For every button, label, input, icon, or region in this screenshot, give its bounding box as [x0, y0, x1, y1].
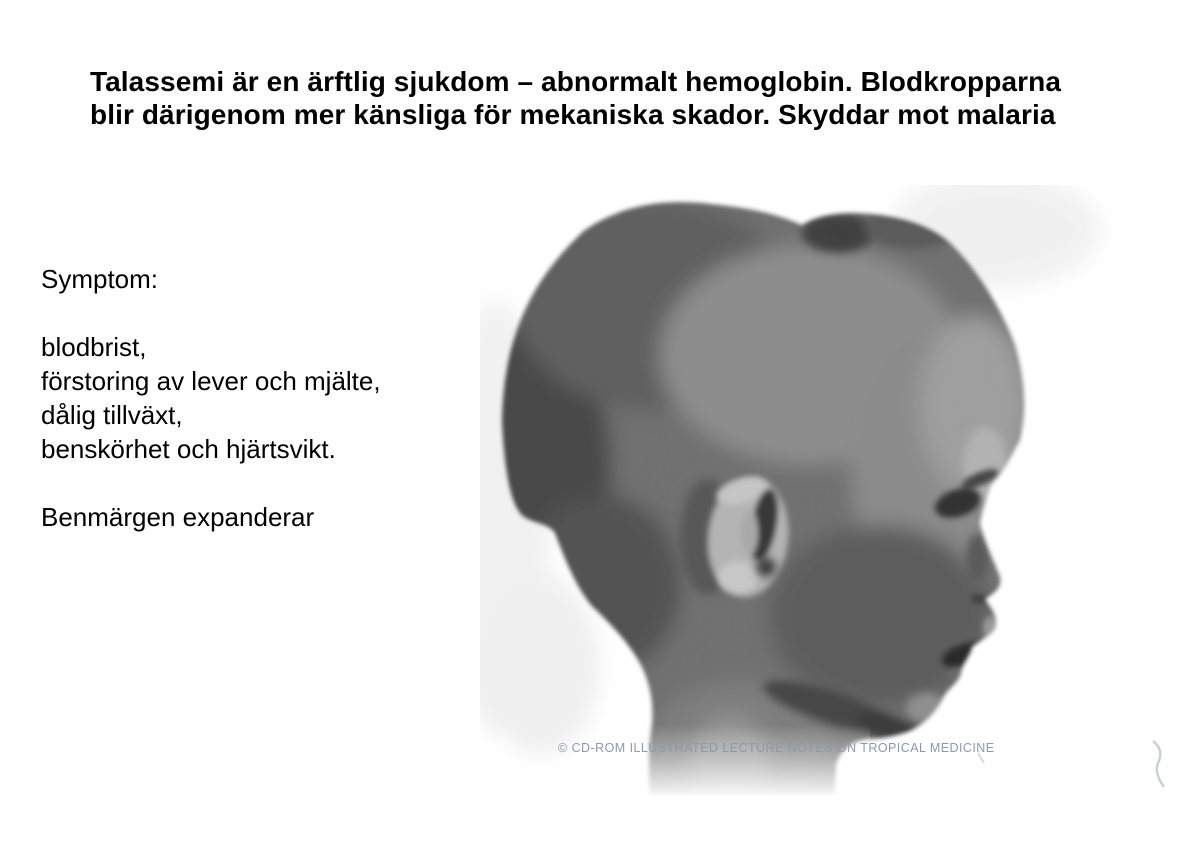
photo-artifact-mark — [1153, 741, 1164, 787]
photo-credit: © CD-ROM ILLUSTRATED LECTURE NOTES ON TROPICAL MEDICINE — [558, 741, 995, 755]
symptom-item: dålig tillväxt, — [41, 400, 183, 430]
symptom-item: benskörhet och hjärtsvikt. — [41, 434, 336, 464]
symptom-footer: Benmärgen expanderar — [41, 502, 315, 532]
slide-title — [90, 65, 1061, 131]
symptom-item: blodbrist, — [41, 332, 147, 362]
symptom-block — [41, 262, 381, 534]
clinical-photo — [480, 185, 1178, 795]
symptom-heading: Symptom: — [41, 264, 159, 294]
symptom-item: förstoring av lever och mjälte, — [41, 366, 381, 396]
child-head-profile-illustration — [480, 185, 1178, 795]
photo-background-wash — [480, 575, 600, 755]
slide-title-line-2: blir därigenom mer känsliga för mekaniska skador. Skyddar mot malaria — [90, 99, 1056, 130]
photo-bottom-fade — [610, 725, 870, 795]
slide-title-line-1: Talassemi är en ärftlig sjukdom – abnormalt hemoglobin. Blodkropparna — [90, 66, 1062, 97]
